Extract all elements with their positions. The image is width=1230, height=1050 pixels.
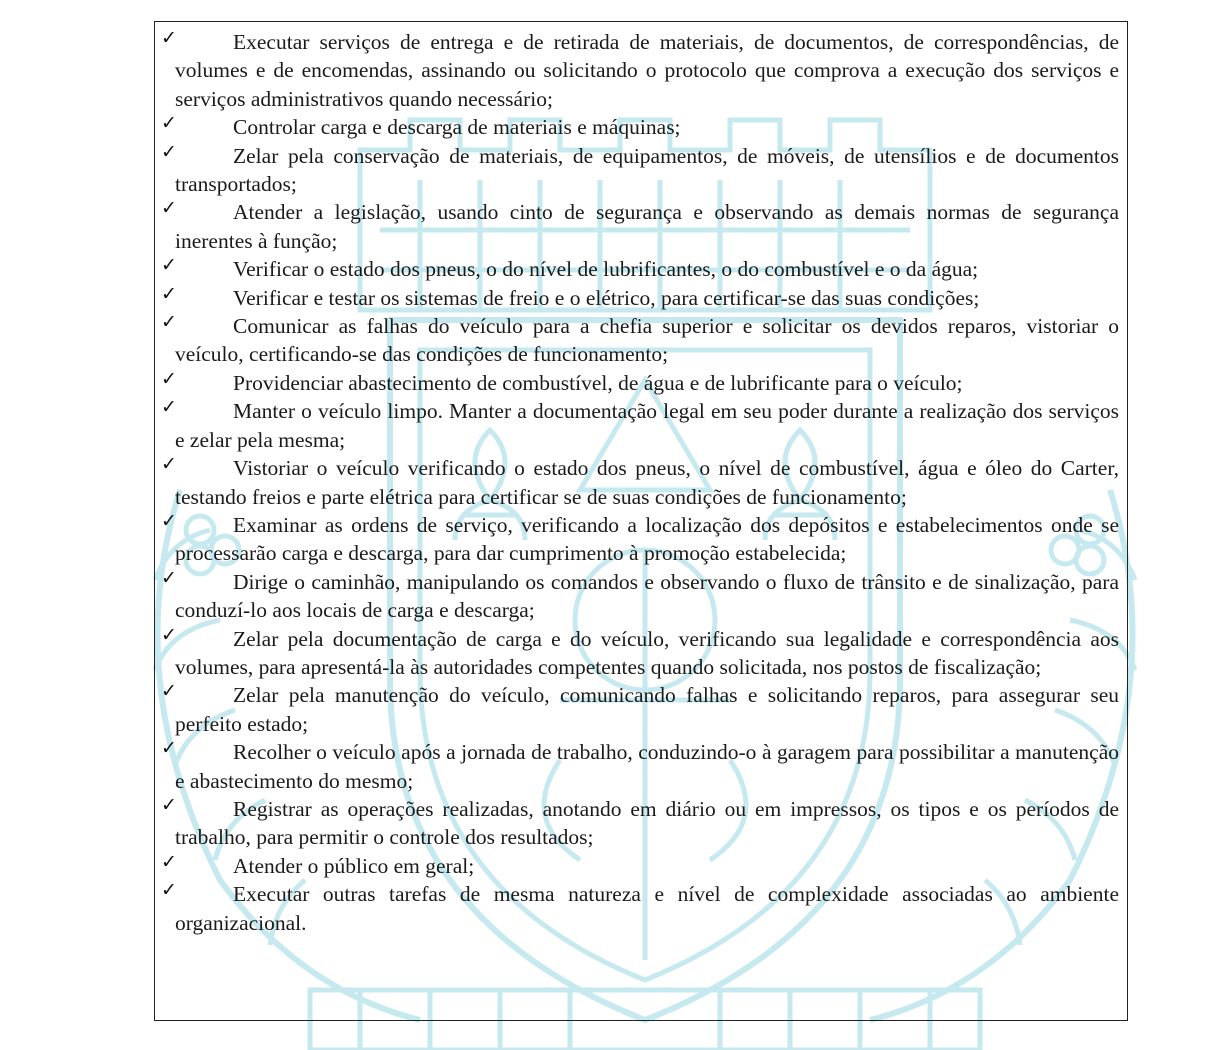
list-item	[155, 625, 1127, 682]
list-item	[155, 142, 1127, 199]
list-item-text: Comunicar as falhas do veículo para a chefia superior e solicitar os devidos reparos, vistoriar o veículo, certificando-se das condições de funcionamento;	[175, 314, 1119, 367]
list-item-text: Manter o veículo limpo. Manter a documentação legal em seu poder durante a realização dos serviços e zelar pela mesma;	[175, 399, 1119, 452]
list-item-text: Executar outras tarefas de mesma natureza e nível de complexidade associadas ao ambiente organizacional.	[175, 882, 1119, 935]
check-icon: ✓	[161, 112, 177, 135]
list-item	[155, 738, 1127, 795]
check-icon: ✓	[161, 566, 177, 589]
list-item	[155, 28, 1127, 113]
list-item	[155, 198, 1127, 255]
list-item	[155, 681, 1127, 738]
check-icon: ✓	[161, 850, 177, 873]
list-item	[155, 795, 1127, 852]
list-item	[155, 880, 1127, 937]
check-icon: ✓	[161, 311, 177, 334]
check-icon: ✓	[161, 282, 177, 305]
duties-list	[155, 28, 1127, 937]
list-item	[155, 568, 1127, 625]
list-item-text: Vistoriar o veículo verificando o estado dos pneus, o nível de combustível, água e óleo do Carter, testando freios e parte elétrica para certificar se de suas condições de funcionamento;	[175, 456, 1119, 509]
list-item	[155, 255, 1127, 283]
list-item-text: Verificar e testar os sistemas de freio e o elétrico, para certificar-se das suas condições;	[233, 285, 980, 310]
list-item	[155, 369, 1127, 397]
check-icon: ✓	[161, 27, 177, 49]
list-item-text: Zelar pela manutenção do veículo, comunicando falhas e solicitando reparos, para assegurar seu perfeito estado;	[175, 683, 1119, 736]
list-item-text: Recolher o veículo após a jornada de trabalho, conduzindo-o à garagem para possibilitar a manutenção e abastecimento do mesmo;	[175, 740, 1119, 793]
list-item-text: Executar serviços de entrega e de retirada de materiais, de documentos, de correspondências, de volumes e de encomendas, assinando ou solicitando o protocolo que comprova a execução dos serviços e serviços administrativos quando necessário;	[175, 30, 1119, 111]
list-item	[155, 312, 1127, 369]
check-icon: ✓	[161, 623, 177, 646]
list-item	[155, 852, 1127, 880]
check-icon: ✓	[161, 396, 177, 419]
check-icon: ✓	[161, 879, 177, 902]
list-item	[155, 454, 1127, 511]
check-icon: ✓	[161, 453, 177, 476]
check-icon: ✓	[161, 509, 177, 532]
check-icon: ✓	[161, 367, 177, 390]
list-item-text: Examinar as ordens de serviço, verificando a localização dos depósitos e estabelecimentos onde se processarão carga e descarga, para dar cumprimento à promoção estabelecida;	[175, 512, 1119, 566]
list-item-text: Controlar carga e descarga de materiais e máquinas;	[233, 115, 681, 140]
list-item-text: Zelar pela documentação de carga e do veículo, verificando sua legalidade e correspondência aos volumes, para apresentá-la às autoridades competentes quando solicitada, nos postos de fiscalização;	[175, 626, 1119, 679]
list-item-text: Providenciar abastecimento de combustível, de água e de lubrificante para o veículo;	[233, 370, 963, 395]
check-icon: ✓	[161, 737, 177, 760]
list-item	[155, 511, 1127, 568]
check-icon: ✓	[161, 140, 177, 163]
list-item	[155, 284, 1127, 312]
list-item	[155, 397, 1127, 454]
list-item-text: Zelar pela conservação de materiais, de equipamentos, de móveis, de utensílios e de documentos transportados;	[175, 143, 1119, 197]
check-icon: ✓	[161, 793, 177, 816]
list-item-text: Verificar o estado dos pneus, o do nível de lubrificantes, o do combustível e o da água;	[233, 257, 979, 282]
list-item-text: Dirige o caminhão, manipulando os comandos e observando o fluxo de trânsito e de sinalização, para conduzí-lo aos locais de carga e descarga;	[175, 569, 1119, 623]
check-icon: ✓	[161, 197, 177, 220]
list-item-text: Atender a legislação, usando cinto de segurança e observando as demais normas de segurança inerentes à função;	[175, 200, 1119, 253]
check-icon: ✓	[161, 254, 177, 277]
list-item-text: Registrar as operações realizadas, anotando em diário ou em impressos, os tipos e os períodos de trabalho, para permitir o controle dos resultados;	[175, 796, 1119, 850]
list-item-text: Atender o público em geral;	[233, 853, 475, 878]
list-item	[155, 113, 1127, 141]
check-icon: ✓	[161, 680, 177, 703]
content-frame	[154, 21, 1128, 1021]
